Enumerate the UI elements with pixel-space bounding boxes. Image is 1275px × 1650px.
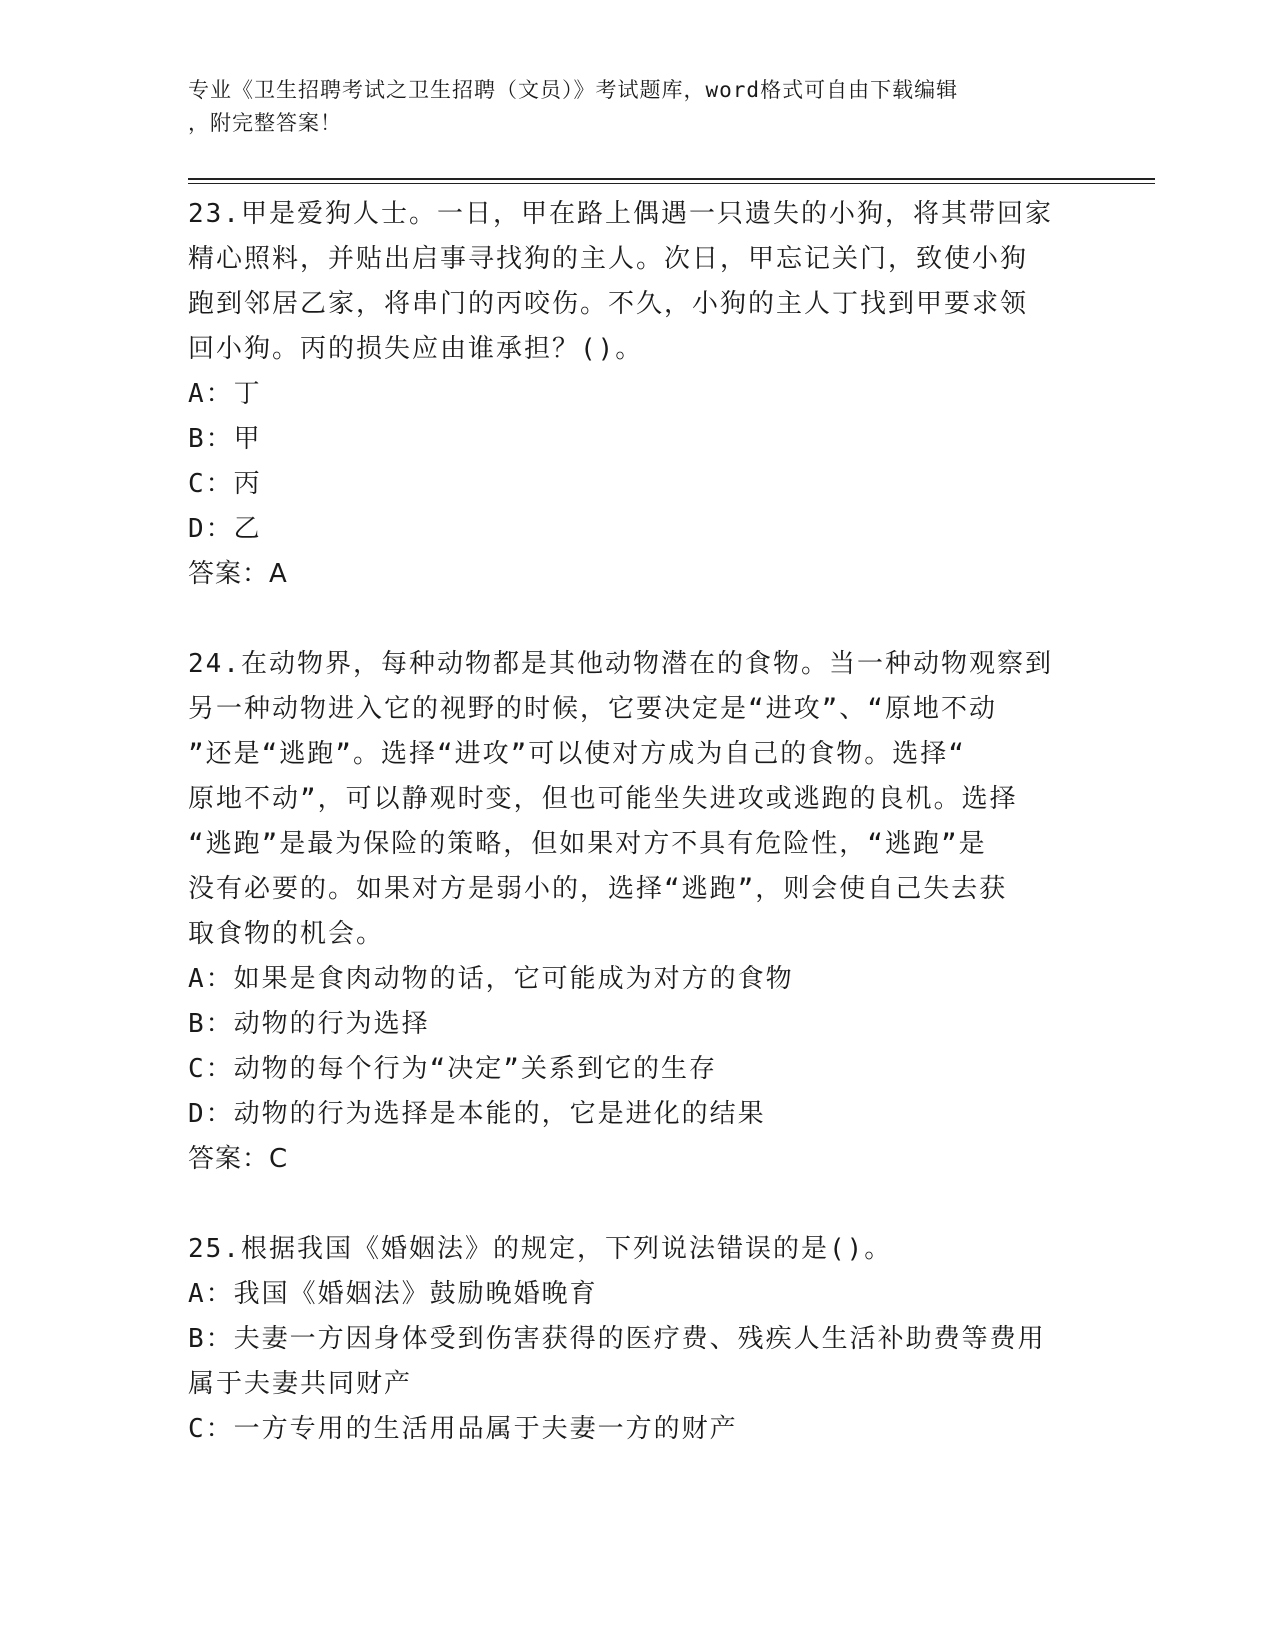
option-b: B：夫妻一方因身体受到伤害获得的医疗费、残疾人生活补助费等费用 — [188, 1324, 1046, 1354]
option-d: D：动物的行为选择是本能的，它是进化的结果 — [188, 1099, 766, 1129]
question-23 — [188, 192, 1068, 597]
header-divider-thin — [188, 183, 1155, 184]
question-stem-line: 原地不动”，可以静观时变，但也可能坐失进攻或逃跑的良机。选择 — [188, 784, 1018, 814]
header-line-2: ，附完整答案！ — [188, 111, 342, 135]
question-stem-line: 跑到邻居乙家，将串门的丙咬伤。不久，小狗的主人丁找到甲要求领 — [188, 289, 1029, 319]
header-line-1: 专业《卫生招聘考试之卫生招聘（文员）》考试题库，word格式可自由下载编辑 — [188, 78, 959, 102]
question-stem-line: 23.甲是爱狗人士。一日，甲在路上偶遇一只遗失的小狗，将其带回家 — [188, 199, 1053, 229]
question-stem-line: 25.根据我国《婚姻法》的规定，下列说法错误的是()。 — [188, 1234, 893, 1264]
option-b-continued: 属于夫妻共同财产 — [188, 1369, 413, 1399]
document-header — [188, 74, 1068, 140]
option-d: D：乙 — [188, 514, 262, 544]
answer-line: 答案：C — [188, 1144, 289, 1174]
option-c: C：丙 — [188, 469, 262, 499]
option-c: C：一方专用的生活用品属于夫妻一方的财产 — [188, 1414, 738, 1444]
option-a: A：如果是食肉动物的话，它可能成为对方的食物 — [188, 964, 794, 994]
question-stem-line: 取食物的机会。 — [188, 919, 385, 949]
answer-line: 答案：A — [188, 559, 288, 589]
option-b: B：甲 — [188, 424, 262, 454]
question-stem-line: “逃跑”是最为保险的策略，但如果对方不具有危险性，“逃跑”是 — [188, 829, 987, 859]
header-divider-thick — [188, 178, 1155, 180]
question-stem-line: 精心照料，并贴出启事寻找狗的主人。次日，甲忘记关门，致使小狗 — [188, 244, 1029, 274]
question-list — [188, 192, 1068, 1452]
question-stem-line: 没有必要的。如果对方是弱小的，选择“逃跑”，则会使自己失去获 — [188, 874, 1008, 904]
question-24 — [188, 642, 1068, 1182]
option-b: B：动物的行为选择 — [188, 1009, 430, 1039]
option-c: C：动物的每个行为“决定”关系到它的生存 — [188, 1054, 717, 1084]
option-a: A：我国《婚姻法》鼓励晚婚晚育 — [188, 1279, 598, 1309]
question-stem-line: 24.在动物界，每种动物都是其他动物潜在的食物。当一种动物观察到 — [188, 649, 1053, 679]
question-stem-line: 另一种动物进入它的视野的时候，它要决定是“进攻”、“原地不动 — [188, 694, 997, 724]
question-stem-line: ”还是“逃跑”。选择“进攻”可以使对方成为自己的食物。选择“ — [188, 739, 966, 769]
question-stem-line: 回小狗。丙的损失应由谁承担？()。 — [188, 334, 644, 364]
question-25 — [188, 1227, 1068, 1452]
option-a: A：丁 — [188, 379, 262, 409]
